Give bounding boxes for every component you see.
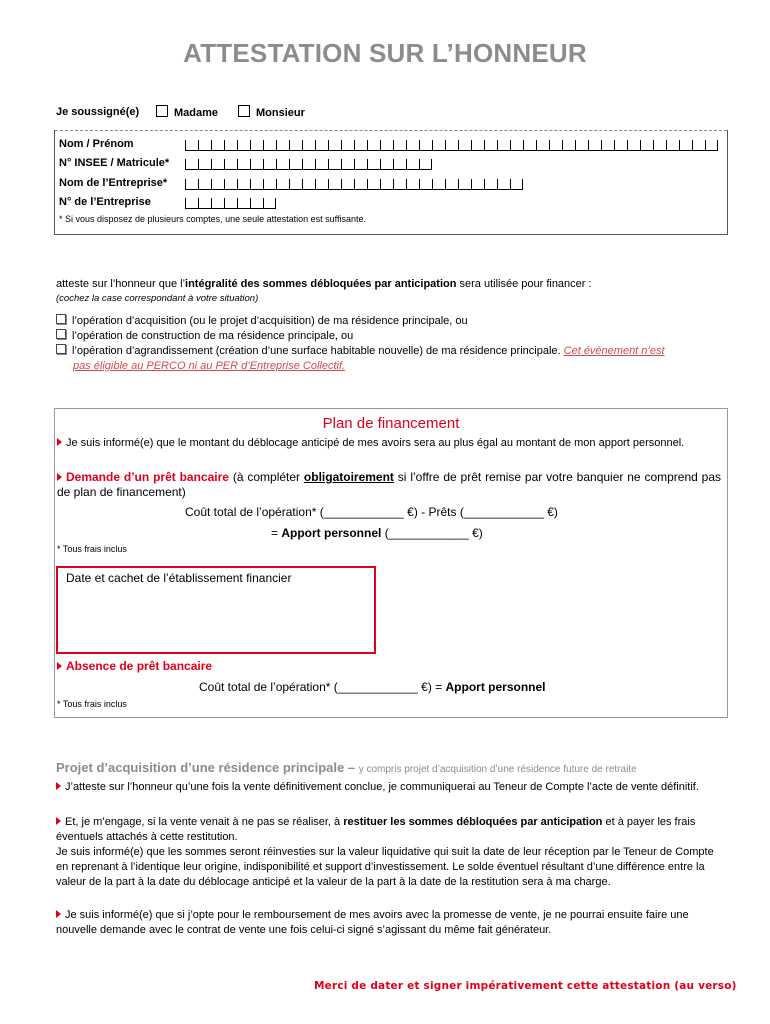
char-cell[interactable] (523, 140, 536, 151)
plan-financement-box (54, 408, 728, 718)
char-cell[interactable] (588, 140, 601, 151)
char-cell[interactable] (211, 159, 224, 170)
char-cell[interactable] (666, 140, 679, 151)
char-cell[interactable] (692, 140, 705, 151)
char-cell[interactable] (302, 159, 315, 170)
char-cell[interactable] (406, 179, 419, 190)
char-cell[interactable] (419, 179, 432, 190)
loan-cost-line: Coût total de l’opération* (____________ €) - Prêts (____________ €) (185, 505, 558, 519)
char-cell[interactable] (302, 140, 315, 151)
char-cell[interactable] (536, 140, 549, 151)
char-cell[interactable] (224, 140, 237, 151)
footer-instruction: Merci de dater et signer impérativement cette attestation (au verso) (314, 980, 737, 992)
char-cell[interactable] (315, 179, 328, 190)
char-cell[interactable] (406, 159, 419, 170)
char-cell[interactable] (614, 140, 627, 151)
char-cell[interactable] (341, 159, 354, 170)
nom-entreprise-field[interactable] (185, 177, 523, 189)
identity-divider (55, 130, 727, 131)
char-cell[interactable] (198, 159, 211, 170)
arrow-icon (56, 817, 61, 825)
char-cell[interactable] (445, 140, 458, 151)
char-cell[interactable] (419, 159, 432, 170)
char-cell[interactable] (341, 140, 354, 151)
char-cell[interactable] (289, 159, 302, 170)
char-cell[interactable] (185, 198, 198, 209)
char-cell[interactable] (380, 159, 393, 170)
char-cell[interactable] (393, 179, 406, 190)
char-cell[interactable] (458, 179, 471, 190)
char-cell[interactable] (224, 198, 237, 209)
char-cell[interactable] (237, 198, 250, 209)
stamp-label: Date et cachet de l’établissement financier (66, 571, 292, 585)
char-cell[interactable] (276, 159, 289, 170)
char-cell[interactable] (250, 140, 263, 151)
acquisition-checkbox[interactable] (56, 314, 66, 324)
nom-prenom-field[interactable] (185, 138, 718, 150)
monsieur-label: Monsieur (256, 107, 305, 119)
char-cell[interactable] (354, 140, 367, 151)
char-cell[interactable] (484, 179, 497, 190)
char-cell[interactable] (354, 179, 367, 190)
frais-note-2: * Tous frais inclus (57, 699, 127, 709)
identity-box (54, 130, 728, 235)
char-cell[interactable] (250, 198, 263, 209)
char-cell[interactable] (471, 140, 484, 151)
char-cell[interactable] (211, 179, 224, 190)
char-cell[interactable] (627, 140, 640, 151)
char-cell[interactable] (328, 159, 341, 170)
char-cell[interactable] (185, 159, 198, 170)
char-cell[interactable] (367, 140, 380, 151)
projet-title: Projet d’acquisition d’une résidence principale – y compris projet d’acquisition d’une résidence future de retraite (56, 760, 637, 775)
char-cell[interactable] (315, 140, 328, 151)
char-cell[interactable] (562, 140, 575, 151)
char-cell[interactable] (315, 159, 328, 170)
page-title: ATTESTATION SUR L’HONNEUR (183, 38, 587, 68)
char-cell[interactable] (250, 159, 263, 170)
char-cell[interactable] (549, 140, 562, 151)
char-cell[interactable] (185, 140, 198, 151)
apport-line: = Apport personnel (____________ €) (271, 526, 483, 540)
char-cell[interactable] (380, 140, 393, 151)
agrandissement-checkbox[interactable] (56, 344, 66, 354)
char-cell[interactable] (289, 179, 302, 190)
char-cell[interactable] (432, 179, 445, 190)
arrow-icon (56, 910, 61, 918)
char-cell[interactable] (510, 140, 523, 151)
ineligible-warning-b: pas éligible au PERCO ni au PER d’Entreprise Collectif. (73, 360, 346, 372)
projet-subtitle: y compris projet d’acquisition d’une résidence future de retraite (358, 764, 637, 775)
projet-p2: Et, je m’engage, si la vente venait à ne pas se réaliser, à restituer les sommes débloquées par anticipation et à payer les frais éventuels attachés à cette restitution. (56, 816, 696, 843)
char-cell[interactable] (211, 198, 224, 209)
monsieur-checkbox[interactable] (238, 105, 250, 117)
char-cell[interactable] (328, 140, 341, 151)
num-entreprise-label: N° de l’Entreprise (59, 196, 151, 208)
projet-p3: Je suis informé(e) que les sommes seront réinvesties sur la valeur liquidative qui suit la date de leur réception par le Teneur de Compte en reprenant à l’identique leur origine, indisponibilité et support d’investissement. Le solde éventuel résultant d’une différence entre la valeur de la part à la date du déblocage anticipé et la valeur de la part à la date de la restitution sera à ma charge. (56, 846, 714, 888)
char-cell[interactable] (276, 140, 289, 151)
char-cell[interactable] (679, 140, 692, 151)
projet-p1: J’atteste sur l’honneur qu’une fois la vente définitivement conclue, je communiquerai au Teneur de Compte l’acte de vente définitif. (56, 780, 718, 795)
option-agrandissement[interactable]: l’opération d’agrandissement (création d’une surface habitable nouvelle) de ma résidence principale. Cet événement n’est pas éligible au PERCO ni au PER d’Entreprise Collectif. (56, 344, 726, 374)
monsieur-option[interactable] (238, 105, 305, 119)
char-cell[interactable] (497, 140, 510, 151)
char-cell[interactable] (367, 159, 380, 170)
plan-info: Je suis informé(e) que le montant du déblocage anticipé de mes avoirs sera au plus égal au montant de mon apport personnel. (57, 436, 721, 451)
char-cell[interactable] (445, 179, 458, 190)
noloan-label: Absence de prêt bancaire (66, 659, 213, 673)
char-cell[interactable] (237, 159, 250, 170)
attest-statement: atteste sur l’honneur que l’intégralité des sommes débloquées par anticipation sera utilisée pour financer : (56, 278, 592, 290)
char-cell[interactable] (640, 140, 653, 151)
char-cell[interactable] (263, 159, 276, 170)
char-cell[interactable] (458, 140, 471, 151)
projet-p4: Je suis informé(e) que si j’opte pour le remboursement de mes avoirs avec la promesse de vente, je ne pourrai ensuite faire une nouvelle demande avec le contrat de vente une fois celui-ci signé s’agissant du même fait générateur. (56, 909, 689, 936)
noloan-cost-line: Coût total de l’opération* (____________ €) = Apport personnel (199, 680, 546, 694)
char-cell[interactable] (237, 179, 250, 190)
attest-hint: (cochez la case correspondant à votre situation) (56, 293, 259, 304)
char-cell[interactable] (328, 179, 341, 190)
char-cell[interactable] (653, 140, 666, 151)
noloan-label-row (57, 659, 212, 673)
arrow-icon (56, 782, 61, 790)
char-cell[interactable] (380, 179, 393, 190)
char-cell[interactable] (263, 198, 276, 209)
char-cell[interactable] (406, 140, 419, 151)
char-cell[interactable] (497, 179, 510, 190)
char-cell[interactable] (263, 179, 276, 190)
char-cell[interactable] (484, 140, 497, 151)
loan-label: Demande d’un prêt bancaire (66, 470, 229, 484)
identity-note: * Si vous disposez de plusieurs comptes, une seule attestation est suffisante. (59, 214, 367, 224)
char-cell[interactable] (276, 179, 289, 190)
char-cell[interactable] (263, 140, 276, 151)
char-cell[interactable] (393, 140, 406, 151)
num-entreprise-field[interactable] (185, 196, 276, 208)
char-cell[interactable] (198, 140, 211, 151)
plan-title: Plan de financement (322, 415, 460, 432)
char-cell[interactable] (185, 179, 198, 190)
option-construction[interactable]: l’opération de construction de ma résidence principale, ou (56, 329, 353, 344)
stamp-box[interactable] (56, 566, 376, 654)
ineligible-warning-a: Cet événement n’est (563, 345, 665, 357)
arrow-icon (57, 438, 62, 446)
char-cell[interactable] (198, 179, 211, 190)
nom-prenom-label: Nom / Prénom (59, 138, 134, 150)
char-cell[interactable] (575, 140, 588, 151)
char-cell[interactable] (198, 198, 211, 209)
char-cell[interactable] (419, 140, 432, 151)
nom-entreprise-label: Nom de l’Entreprise* (59, 177, 168, 189)
construction-checkbox[interactable] (56, 329, 66, 339)
char-cell[interactable] (289, 140, 302, 151)
loan-section: Demande d’un prêt bancaire (à compléter obligatoirement si l’offre de prêt remise par votre banquier ne comprend pas de plan de financement) (57, 470, 722, 499)
frais-note-1: * Tous frais inclus (57, 544, 127, 554)
char-cell[interactable] (471, 179, 484, 190)
madame-label: Madame (174, 107, 219, 119)
char-cell[interactable] (705, 140, 718, 151)
insee-label: N° INSEE / Matricule* (59, 157, 170, 169)
char-cell[interactable] (224, 179, 237, 190)
option-acquisition[interactable]: l’opération d’acquisition (ou le projet d’acquisition) de ma résidence principale, ou (56, 314, 468, 329)
char-cell[interactable] (211, 140, 224, 151)
char-cell[interactable] (250, 179, 263, 190)
char-cell[interactable] (601, 140, 614, 151)
char-cell[interactable] (432, 140, 445, 151)
char-cell[interactable] (354, 159, 367, 170)
char-cell[interactable] (224, 159, 237, 170)
char-cell[interactable] (341, 179, 354, 190)
char-cell[interactable] (367, 179, 380, 190)
char-cell[interactable] (237, 140, 250, 151)
madame-option[interactable] (156, 105, 218, 119)
arrow-icon (57, 473, 62, 481)
madame-checkbox[interactable] (156, 105, 168, 117)
char-cell[interactable] (302, 179, 315, 190)
soussigne-label: Je soussigné(e) (56, 106, 140, 118)
char-cell[interactable] (510, 179, 523, 190)
arrow-icon (57, 662, 62, 670)
char-cell[interactable] (393, 159, 406, 170)
insee-field[interactable] (185, 157, 432, 169)
